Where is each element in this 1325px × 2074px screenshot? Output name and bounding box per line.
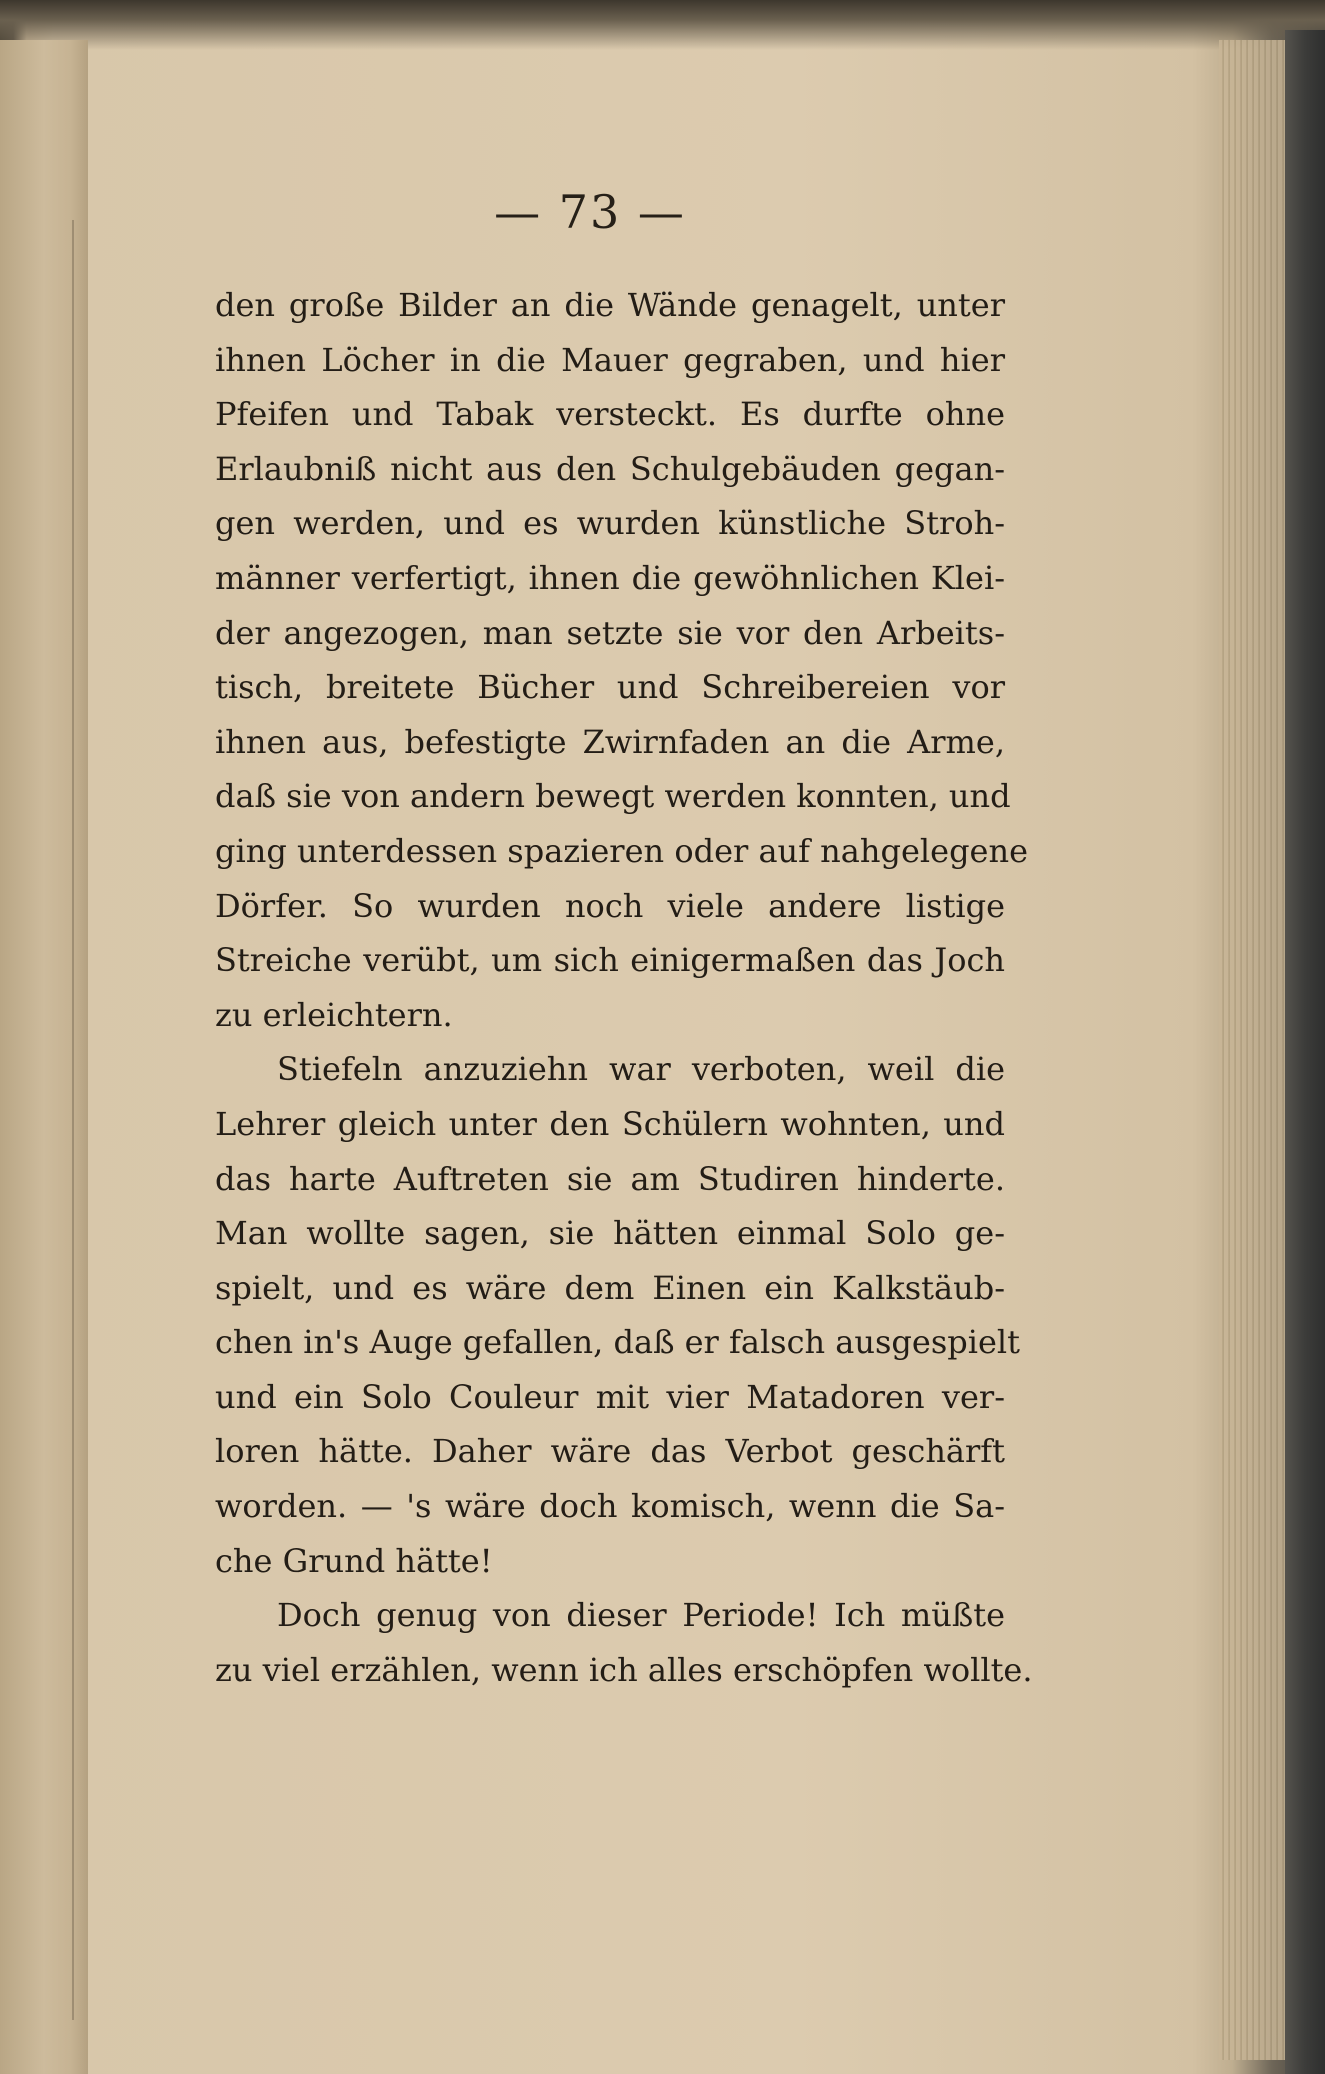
text-line: und ein Solo Couleur mit vier Matadoren ver- — [215, 1377, 1005, 1416]
text-line: das harte Auftreten sie am Studiren hinderte. — [215, 1159, 1005, 1198]
text-line: ihnen aus, befestigte Zwirnfaden an die Arme, — [215, 722, 1005, 761]
page-number: — 73 — — [494, 185, 686, 239]
text-line: Streiche verübt, um sich einigermaßen das Joch — [215, 941, 1005, 980]
page-text — [215, 278, 1033, 1697]
text-line: spielt, und es wäre dem Einen ein Kalkstäub- — [215, 1268, 1005, 1307]
text-line: loren hätte. Daher wäre das Verbot geschärft — [215, 1432, 1005, 1471]
text-line: Stiefeln anzuziehn war verboten, weil die — [277, 1050, 1005, 1089]
text-line: zu viel erzählen, wenn ich alles erschöpfen wollte. — [215, 1650, 1033, 1689]
text-line: ihnen Löcher in die Mauer gegraben, und hier — [215, 340, 1005, 379]
text-line: daß sie von andern bewegt werden konnten, und — [215, 777, 1011, 816]
text-line: zu erleichtern. — [215, 995, 453, 1034]
page-stack-edges — [1219, 40, 1287, 2060]
text-line: männer verfertigt, ihnen die gewöhnlichen Klei- — [215, 558, 1005, 597]
binding-fold — [72, 220, 74, 2020]
text-line: Pfeifen und Tabak versteckt. Es durfte ohne — [215, 395, 1005, 434]
text-line: Doch genug von dieser Periode! Ich müßte — [277, 1596, 1005, 1635]
text-line: Erlaubniß nicht aus den Schulgebäuden gegan- — [215, 449, 1005, 488]
text-line: gen werden, und es wurden künstliche Stroh- — [215, 504, 1005, 543]
text-line: ging unterdessen spazieren oder auf nahgelegene — [215, 831, 1029, 870]
text-line: Lehrer gleich unter den Schülern wohnten, und — [215, 1104, 1005, 1143]
facing-page-edge — [0, 40, 88, 2074]
text-line: Dörfer. So wurden noch viele andere listige — [215, 886, 1005, 925]
top-shadow — [0, 0, 1325, 50]
text-line: che Grund hätte! — [215, 1541, 493, 1580]
text-line: tisch, breitete Bücher und Schreibereien vor — [215, 668, 1005, 707]
book-cover-edge — [1285, 30, 1325, 2074]
text-line: chen in's Auge gefallen, daß er falsch ausgespielt — [215, 1323, 1020, 1362]
text-line: der angezogen, man setzte sie vor den Arbeits- — [215, 613, 1005, 652]
text-line: worden. — 's wäre doch komisch, wenn die Sa- — [215, 1487, 1005, 1526]
text-line: den große Bilder an die Wände genagelt, unter — [215, 286, 1005, 324]
text-line: Man wollte sagen, sie hätten einmal Solo ge- — [215, 1214, 1005, 1253]
